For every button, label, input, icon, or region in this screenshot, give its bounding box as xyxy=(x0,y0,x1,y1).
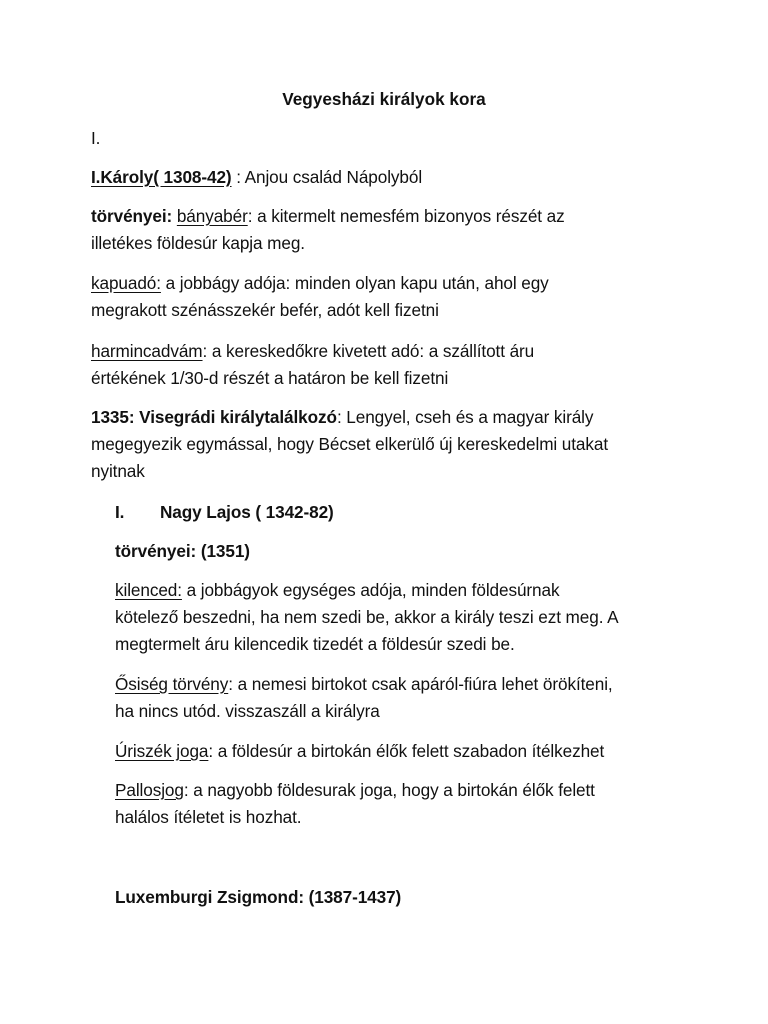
lajos-heading: Nagy Lajos ( 1342-82) xyxy=(160,502,334,522)
pallos-term: Pallosjog xyxy=(115,780,184,800)
visegrad-text: : Lengyel, cseh és a magyar király xyxy=(336,407,594,427)
torvenyei-label: törvényei: xyxy=(91,206,173,226)
kilenced-text: a jobbágyok egységes adója, minden földesúrnak xyxy=(181,580,560,600)
zsigmond-heading: Luxemburgi Zsigmond: (1387-1437) xyxy=(115,887,402,907)
pallos-text: : a nagyobb földesurak joga, hogy a birtokán élők felett xyxy=(183,780,595,800)
banyaber-line-2: illetékes földesúr kapja meg. xyxy=(91,233,305,253)
banyaber-term: bányabér xyxy=(176,206,248,226)
kilenced-line-3: megtermelt áru kilencedik tizedét a földesúr szedi be. xyxy=(115,634,515,654)
osiseg-line-1 xyxy=(115,671,613,698)
uriszek-text: : a földesúr a birtokán élők felett szabadon ítélkezhet xyxy=(208,741,605,761)
lajos-list-number: I. xyxy=(115,502,125,522)
section-marker: I. xyxy=(91,128,101,148)
kilenced-line-2: kötelező beszedni, ha nem szedi be, akkor a király teszi ezt meg. A xyxy=(115,607,619,627)
banyaber-line-1 xyxy=(91,203,565,230)
harmincad-term: harmincadvám xyxy=(91,341,203,361)
visegrad-label: 1335: Visegrádi királytalálkozó xyxy=(91,407,337,427)
osiseg-text: : a nemesi birtokot csak apáról-fiúra lehet örökíteni, xyxy=(228,674,613,694)
banyaber-text: : a kitermelt nemesfém bizonyos részét az xyxy=(247,206,565,226)
karoly-heading-rest: : Anjou család Nápolyból xyxy=(231,167,423,187)
karoly-heading-line xyxy=(91,164,422,191)
visegrad-line-3: nyitnak xyxy=(91,461,145,481)
kapuado-line-1 xyxy=(91,270,549,297)
kapuado-term: kapuadó: xyxy=(91,273,161,293)
harmincad-line-2: értékének 1/30-d részét a határon be kell fizetni xyxy=(91,368,449,388)
osiseg-line-2: ha nincs utód. visszaszáll a királyra xyxy=(115,701,380,721)
kilenced-line-1 xyxy=(115,577,559,604)
harmincad-text: : a kereskedőkre kivetett adó: a szállított áru xyxy=(202,341,535,361)
kilenced-term: kilenced: xyxy=(115,580,182,600)
kapuado-line-2: megrakott szénásszekér befér, adót kell fizetni xyxy=(91,300,439,320)
osiseg-term: Ősiség törvény xyxy=(115,674,229,694)
lajos-heading-line xyxy=(115,499,334,526)
page-title: Vegyesházi királyok kora xyxy=(282,89,486,109)
lajos-torvenyei: törvényei: (1351) xyxy=(115,541,250,561)
pallos-line-2: halálos ítéletet is hozhat. xyxy=(115,807,302,827)
uriszek-line-1 xyxy=(115,738,604,765)
pallos-line-1 xyxy=(115,777,595,804)
visegrad-line-1 xyxy=(91,404,593,431)
uriszek-term: Úriszék joga xyxy=(115,741,209,761)
karoly-heading: I.Károly( 1308-42) xyxy=(91,167,232,187)
kapuado-text: a jobbágy adója: minden olyan kapu után, ahol egy xyxy=(160,273,549,293)
harmincad-line-1 xyxy=(91,338,534,365)
visegrad-line-2: megegyezik egymással, hogy Bécset elkerülő új kereskedelmi utakat xyxy=(91,434,609,454)
